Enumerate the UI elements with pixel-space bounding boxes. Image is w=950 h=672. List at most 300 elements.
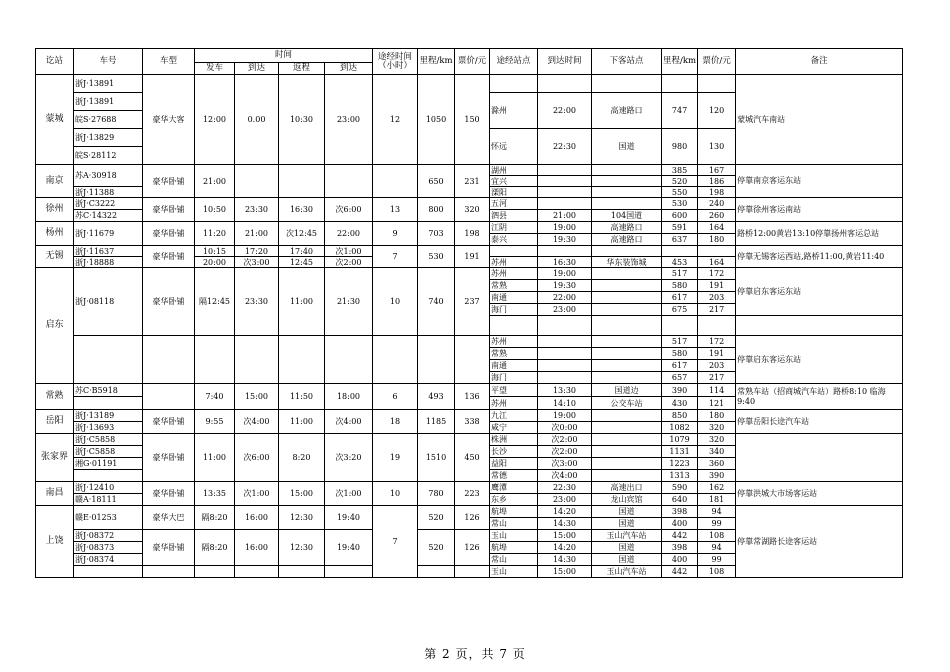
cell-fare-2: 108 — [698, 566, 736, 578]
cell-plate: 赣E·01253 — [74, 506, 143, 530]
cell-via-station: 江阴 — [490, 222, 538, 234]
cell-dropoff — [592, 198, 662, 210]
cell-return: 11:00 — [279, 410, 325, 434]
cell-dropoff: 高速路口 — [592, 222, 662, 234]
cell-duration: 10 — [373, 268, 418, 336]
cell-fare-2: 167 — [698, 165, 736, 176]
page-footer: 第 2 页，共 7 页 — [424, 647, 526, 661]
col-header-via-station: 途经站点 — [490, 49, 538, 75]
cell-distance-2: 980 — [662, 129, 698, 165]
cell-arrival: 14:20 — [538, 542, 592, 554]
cell-return-arrive: 18:00 — [325, 384, 373, 410]
cell-arrival: 14:30 — [538, 554, 592, 566]
cell-bus-type: 豪华卧铺 — [143, 246, 195, 268]
cell-via-station: 苏州 — [490, 397, 538, 410]
cell-fare-2: 180 — [698, 234, 736, 246]
cell-distance-2: 442 — [662, 566, 698, 578]
cell-dropoff: 国道 — [592, 554, 662, 566]
cell-return — [279, 566, 325, 578]
cell-plate: 浙J·08373 — [74, 542, 143, 554]
cell-plate: 浙J·13693 — [74, 422, 143, 434]
cell-depart: 11:20 — [195, 222, 235, 246]
col-header-bus-type: 车型 — [143, 49, 195, 75]
cell-plate: 浙J·13189 — [74, 410, 143, 422]
col-header-depart: 发车 — [195, 63, 235, 75]
cell-dropoff: 玉山汽车站 — [592, 566, 662, 578]
col-header-return-arrive: 到达 — [325, 63, 373, 75]
cell-terminal: 张家界 — [36, 434, 74, 482]
cell-arrive — [235, 165, 279, 198]
cell-distance: 1185 — [418, 410, 455, 434]
cell-fare-2: 108 — [698, 530, 736, 542]
cell-dropoff — [592, 75, 662, 93]
cell-terminal: 南京 — [36, 165, 74, 198]
cell-plate — [74, 566, 143, 578]
cell-fare-2: 340 — [698, 446, 736, 458]
cell-depart: 隔8:20 — [195, 506, 235, 530]
col-header-arrival: 到达时间 — [538, 49, 592, 75]
cell-depart: 12:00 — [195, 75, 235, 165]
cell-fare-2: 203 — [698, 292, 736, 304]
cell-arrive — [235, 336, 279, 384]
cell-via-station: 南通 — [490, 292, 538, 304]
cell-via-station: 常熟 — [490, 280, 538, 292]
cell-plate: 浙J·12410 — [74, 482, 143, 494]
cell-terminal: 南昌 — [36, 482, 74, 506]
cell-arrival: 次2:00 — [538, 434, 592, 446]
cell-fare-2: 94 — [698, 542, 736, 554]
cell-remarks: 停靠启东客运东站 — [736, 336, 903, 384]
cell-dropoff: 高速出口 — [592, 482, 662, 494]
col-header-fare-2: 票价/元 — [698, 49, 736, 75]
cell-arrive: 17:20 — [235, 246, 279, 257]
cell-via-station — [490, 316, 538, 336]
cell-fare-2: 94 — [698, 506, 736, 518]
cell-dropoff — [592, 304, 662, 316]
cell-fare: 126 — [455, 530, 490, 566]
cell-return: 12:30 — [279, 530, 325, 566]
cell-plate: 苏A·30918 — [74, 165, 143, 187]
cell-distance-2: 580 — [662, 280, 698, 292]
cell-fare-2: 217 — [698, 372, 736, 384]
table-row — [36, 482, 903, 494]
cell-arrival — [538, 165, 592, 176]
cell-bus-type: 豪华卧铺 — [143, 410, 195, 434]
cell-via-station: 宜兴 — [490, 176, 538, 187]
cell-return: 15:00 — [279, 482, 325, 506]
cell-depart: 隔8:20 — [195, 530, 235, 566]
cell-fare: 150 — [455, 75, 490, 165]
cell-fare: 237 — [455, 268, 490, 336]
cell-fare-2: 180 — [698, 410, 736, 422]
cell-distance-2: 617 — [662, 292, 698, 304]
cell-arrive: 16:00 — [235, 506, 279, 530]
cell-distance-2 — [662, 75, 698, 93]
cell-return: 10:30 — [279, 75, 325, 165]
cell-distance-2: 850 — [662, 410, 698, 422]
cell-via-station: 苏州 — [490, 268, 538, 280]
cell-via-station: 常熟 — [490, 348, 538, 360]
cell-plate — [74, 397, 143, 410]
cell-remarks: 停靠洪城大市场客运站 — [736, 482, 903, 506]
cell-arrive: 次1:00 — [235, 482, 279, 506]
cell-fare-2: 172 — [698, 268, 736, 280]
cell-distance-2 — [662, 316, 698, 336]
cell-fare: 223 — [455, 482, 490, 506]
cell-via-station: 苏州 — [490, 257, 538, 268]
cell-dropoff — [592, 422, 662, 434]
cell-return-arrive: 19:40 — [325, 530, 373, 566]
cell-duration: 13 — [373, 198, 418, 222]
cell-fare-2: 114 — [698, 384, 736, 397]
cell-via-station: 平望 — [490, 384, 538, 397]
cell-bus-type: 豪华大客 — [143, 75, 195, 165]
cell-distance: 650 — [418, 165, 455, 198]
cell-plate: 苏C·B5918 — [74, 384, 143, 397]
cell-dropoff — [592, 187, 662, 198]
cell-arrival: 16:30 — [538, 257, 592, 268]
cell-arrival — [538, 75, 592, 93]
cell-return-arrive — [325, 165, 373, 198]
cell-plate: 浙J·C5858 — [74, 434, 143, 446]
table-row — [36, 75, 903, 93]
cell-via-station: 泰兴 — [490, 234, 538, 246]
cell-arrival — [538, 316, 592, 336]
cell-fare-2: 181 — [698, 494, 736, 506]
cell-via-station: 泗县 — [490, 210, 538, 222]
cell-distance-2: 590 — [662, 482, 698, 494]
col-header-fare: 票价/元 — [455, 49, 490, 75]
cell-duration: 10 — [373, 482, 418, 506]
cell-dropoff — [592, 348, 662, 360]
cell-depart: 20:00 — [195, 257, 235, 268]
cell-return-arrive: 次1:00 — [325, 482, 373, 506]
cell-depart: 7:40 — [195, 384, 235, 410]
cell-plate: 浙J·08372 — [74, 530, 143, 542]
cell-remarks — [736, 316, 903, 336]
cell-fare-2: 186 — [698, 176, 736, 187]
cell-duration — [373, 165, 418, 198]
cell-dropoff — [592, 246, 662, 257]
cell-terminal: 岳阳 — [36, 410, 74, 434]
cell-dropoff: 华东装饰城 — [592, 257, 662, 268]
cell-return-arrive: 次6:00 — [325, 198, 373, 222]
cell-plate: 浙J·11388 — [74, 187, 143, 198]
cell-arrival: 15:00 — [538, 530, 592, 542]
cell-distance: 530 — [418, 246, 455, 268]
cell-arrival: 23:00 — [538, 494, 592, 506]
cell-duration: 7 — [373, 506, 418, 578]
cell-remarks: 常熟车站（招商城汽车站）路桥8:10 临海9:40 — [736, 384, 903, 410]
cell-arrival — [538, 372, 592, 384]
cell-distance — [418, 336, 455, 384]
cell-via-station: 九江 — [490, 410, 538, 422]
cell-remarks: 路桥12:00黄岩13:10停靠扬州客运总站 — [736, 222, 903, 246]
cell-fare-2: 121 — [698, 397, 736, 410]
cell-via-station: 海门 — [490, 372, 538, 384]
cell-bus-type: 豪华卧铺 — [143, 434, 195, 482]
cell-return-arrive: 19:40 — [325, 506, 373, 530]
cell-fare: 338 — [455, 410, 490, 434]
cell-plate: 浙J·18888 — [74, 257, 143, 268]
cell-return: 8:20 — [279, 434, 325, 482]
cell-arrival: 13:30 — [538, 384, 592, 397]
cell-remarks — [736, 434, 903, 482]
cell-dropoff — [592, 165, 662, 176]
cell-distance-2: 637 — [662, 234, 698, 246]
cell-arrival — [538, 198, 592, 210]
cell-plate: 皖S·28112 — [74, 147, 143, 165]
cell-plate: 浙J·11679 — [74, 222, 143, 246]
cell-return-arrive — [325, 336, 373, 384]
cell-fare-2: 198 — [698, 187, 736, 198]
cell-fare-2: 99 — [698, 518, 736, 530]
cell-duration — [373, 336, 418, 384]
cell-plate: 浙J·13891 — [74, 93, 143, 111]
cell-return-arrive: 次4:00 — [325, 410, 373, 434]
cell-duration: 7 — [373, 246, 418, 268]
cell-return — [279, 165, 325, 198]
cell-depart — [195, 566, 235, 578]
cell-arrival: 19:30 — [538, 280, 592, 292]
cell-fare: 231 — [455, 165, 490, 198]
cell-distance-2: 640 — [662, 494, 698, 506]
cell-bus-type — [143, 566, 195, 578]
cell-dropoff: 国道 — [592, 129, 662, 165]
cell-distance-2: 675 — [662, 304, 698, 316]
cell-dropoff — [592, 446, 662, 458]
cell-fare: 320 — [455, 198, 490, 222]
cell-depart — [195, 336, 235, 384]
cell-fare: 198 — [455, 222, 490, 246]
cell-via-station: 苏州 — [490, 336, 538, 348]
cell-duration: 6 — [373, 384, 418, 410]
cell-arrive: 23:30 — [235, 198, 279, 222]
cell-plate: 浙J·08374 — [74, 554, 143, 566]
cell-fare-2: 191 — [698, 280, 736, 292]
cell-distance-2: 517 — [662, 336, 698, 348]
col-header-duration: 途经时间（小时） — [373, 49, 418, 75]
cell-fare-2 — [698, 246, 736, 257]
cell-via-station: 海门 — [490, 304, 538, 316]
table-row — [36, 434, 903, 446]
cell-depart: 9:55 — [195, 410, 235, 434]
cell-plate: 浙J·11637 — [74, 246, 143, 257]
cell-arrival — [538, 336, 592, 348]
cell-arrival: 22:30 — [538, 129, 592, 165]
cell-via-station — [490, 246, 538, 257]
cell-fare — [455, 336, 490, 384]
cell-return-arrive: 次2:00 — [325, 257, 373, 268]
cell-fare-2 — [698, 316, 736, 336]
cell-distance-2: 1313 — [662, 470, 698, 482]
cell-distance-2: 1131 — [662, 446, 698, 458]
cell-arrival: 14:20 — [538, 506, 592, 518]
col-header-terminal: 讫站 — [36, 49, 74, 75]
cell-fare-2: 320 — [698, 434, 736, 446]
cell-distance-2: 530 — [662, 198, 698, 210]
cell-fare-2: 172 — [698, 336, 736, 348]
cell-via-station: 株洲 — [490, 434, 538, 446]
cell-return: 12:45 — [279, 257, 325, 268]
cell-distance: 1050 — [418, 75, 455, 165]
cell-arrive: 次4:00 — [235, 410, 279, 434]
cell-remarks: 蒙城汽车南站 — [736, 75, 903, 165]
cell-plate: 苏C·14322 — [74, 210, 143, 222]
cell-distance-2: 1223 — [662, 458, 698, 470]
schedule-body — [36, 75, 903, 578]
cell-bus-type — [143, 384, 195, 410]
cell-dropoff — [592, 280, 662, 292]
table-row — [36, 268, 903, 280]
cell-dropoff: 国道 — [592, 506, 662, 518]
cell-plate: 赣A·18111 — [74, 494, 143, 506]
cell-plate: 浙J·08118 — [74, 268, 143, 336]
cell-plate: 浙J·C3222 — [74, 198, 143, 210]
table-row — [36, 384, 903, 397]
cell-fare-2: 217 — [698, 304, 736, 316]
cell-dropoff — [592, 268, 662, 280]
cell-fare-2: 164 — [698, 257, 736, 268]
cell-via-station: 长沙 — [490, 446, 538, 458]
cell-depart: 10:50 — [195, 198, 235, 222]
cell-remarks: 停靠无锡客运西站,路桥11:00,黄岩11:40 — [736, 246, 903, 268]
col-header-distance-2: 里程/km — [662, 49, 698, 75]
cell-via-station: 滁州 — [490, 93, 538, 129]
cell-arrival — [538, 360, 592, 372]
cell-return-arrive: 21:30 — [325, 268, 373, 336]
cell-dropoff — [592, 316, 662, 336]
cell-terminal: 杨州 — [36, 222, 74, 246]
cell-distance-2: 398 — [662, 506, 698, 518]
cell-fare: 126 — [455, 506, 490, 530]
cell-fare-2: 260 — [698, 210, 736, 222]
cell-arrive: 21:00 — [235, 222, 279, 246]
cell-arrival: 次4:00 — [538, 470, 592, 482]
cell-duration: 9 — [373, 222, 418, 246]
cell-dropoff — [592, 434, 662, 446]
cell-fare: 450 — [455, 434, 490, 482]
cell-dropoff: 国道边 — [592, 384, 662, 397]
col-header-distance: 里程/km — [418, 49, 455, 75]
cell-remarks: 停靠启东客运东站 — [736, 268, 903, 316]
cell-fare-2: 390 — [698, 470, 736, 482]
table-row — [36, 198, 903, 210]
cell-distance-2: 1082 — [662, 422, 698, 434]
cell-arrival — [538, 187, 592, 198]
cell-arrive: 次3:00 — [235, 257, 279, 268]
cell-dropoff — [592, 292, 662, 304]
cell-distance-2: 398 — [662, 542, 698, 554]
cell-fare-2: 203 — [698, 360, 736, 372]
cell-return: 11:50 — [279, 384, 325, 410]
table-row — [36, 336, 903, 348]
cell-dropoff: 高速路口 — [592, 234, 662, 246]
cell-via-station: 常山 — [490, 518, 538, 530]
cell-arrive — [235, 566, 279, 578]
cell-distance-2: 591 — [662, 222, 698, 234]
cell-dropoff — [592, 470, 662, 482]
cell-distance: 1510 — [418, 434, 455, 482]
cell-distance: 520 — [418, 506, 455, 530]
cell-bus-type: 豪华卧铺 — [143, 165, 195, 198]
cell-distance-2: 400 — [662, 554, 698, 566]
cell-dropoff — [592, 336, 662, 348]
cell-distance-2: 520 — [662, 176, 698, 187]
cell-return: 11:00 — [279, 268, 325, 336]
cell-terminal: 常熟 — [36, 384, 74, 410]
cell-via-station: 玉山 — [490, 530, 538, 542]
cell-arrival: 次0:00 — [538, 422, 592, 434]
cell-return-arrive — [325, 566, 373, 578]
table-row — [36, 222, 903, 234]
cell-dropoff — [592, 176, 662, 187]
cell-via-station: 东乡 — [490, 494, 538, 506]
cell-dropoff — [592, 372, 662, 384]
cell-arrive: 15:00 — [235, 384, 279, 410]
cell-via-station — [490, 75, 538, 93]
cell-depart: 11:00 — [195, 434, 235, 482]
cell-distance — [418, 566, 455, 578]
cell-terminal: 启东 — [36, 268, 74, 384]
cell-plate: 湘G·01191 — [74, 458, 143, 470]
cell-dropoff: 公交车站 — [592, 397, 662, 410]
cell-distance-2: 580 — [662, 348, 698, 360]
cell-arrival — [538, 246, 592, 257]
cell-via-station: 玉山 — [490, 566, 538, 578]
cell-dropoff — [592, 410, 662, 422]
cell-return: 次12:45 — [279, 222, 325, 246]
cell-fare-2: 162 — [698, 482, 736, 494]
cell-bus-type: 豪华卧铺 — [143, 222, 195, 246]
cell-distance: 740 — [418, 268, 455, 336]
cell-distance: 780 — [418, 482, 455, 506]
cell-via-station: 常山 — [490, 554, 538, 566]
cell-duration: 12 — [373, 75, 418, 165]
col-header-dropoff: 下客站点 — [592, 49, 662, 75]
cell-distance-2: 1079 — [662, 434, 698, 446]
cell-plate: 浙J·13891 — [74, 75, 143, 93]
cell-duration: 19 — [373, 434, 418, 482]
schedule-table — [35, 48, 903, 578]
cell-fare-2: 164 — [698, 222, 736, 234]
cell-arrive: 0.00 — [235, 75, 279, 165]
cell-fare-2: 320 — [698, 422, 736, 434]
cell-fare: 136 — [455, 384, 490, 410]
cell-fare-2 — [698, 75, 736, 93]
cell-via-station: 鹰潭 — [490, 482, 538, 494]
cell-return-arrive: 次1:00 — [325, 246, 373, 257]
cell-via-station: 五河 — [490, 198, 538, 210]
col-header-plate: 车号 — [74, 49, 143, 75]
cell-distance: 800 — [418, 198, 455, 222]
col-header-remarks: 备注 — [736, 49, 903, 75]
cell-bus-type: 豪华卧铺 — [143, 268, 195, 336]
cell-fare-2: 130 — [698, 129, 736, 165]
cell-arrival — [538, 176, 592, 187]
cell-arrival: 次3:00 — [538, 458, 592, 470]
cell-distance-2: 453 — [662, 257, 698, 268]
cell-distance: 520 — [418, 530, 455, 566]
cell-plate — [74, 336, 143, 384]
cell-dropoff: 高速路口 — [592, 93, 662, 129]
cell-terminal: 徐州 — [36, 198, 74, 222]
cell-distance-2: 657 — [662, 372, 698, 384]
cell-dropoff — [592, 360, 662, 372]
cell-distance-2: 430 — [662, 397, 698, 410]
cell-bus-type: 豪华卧铺 — [143, 530, 195, 566]
cell-depart: 21:00 — [195, 165, 235, 198]
